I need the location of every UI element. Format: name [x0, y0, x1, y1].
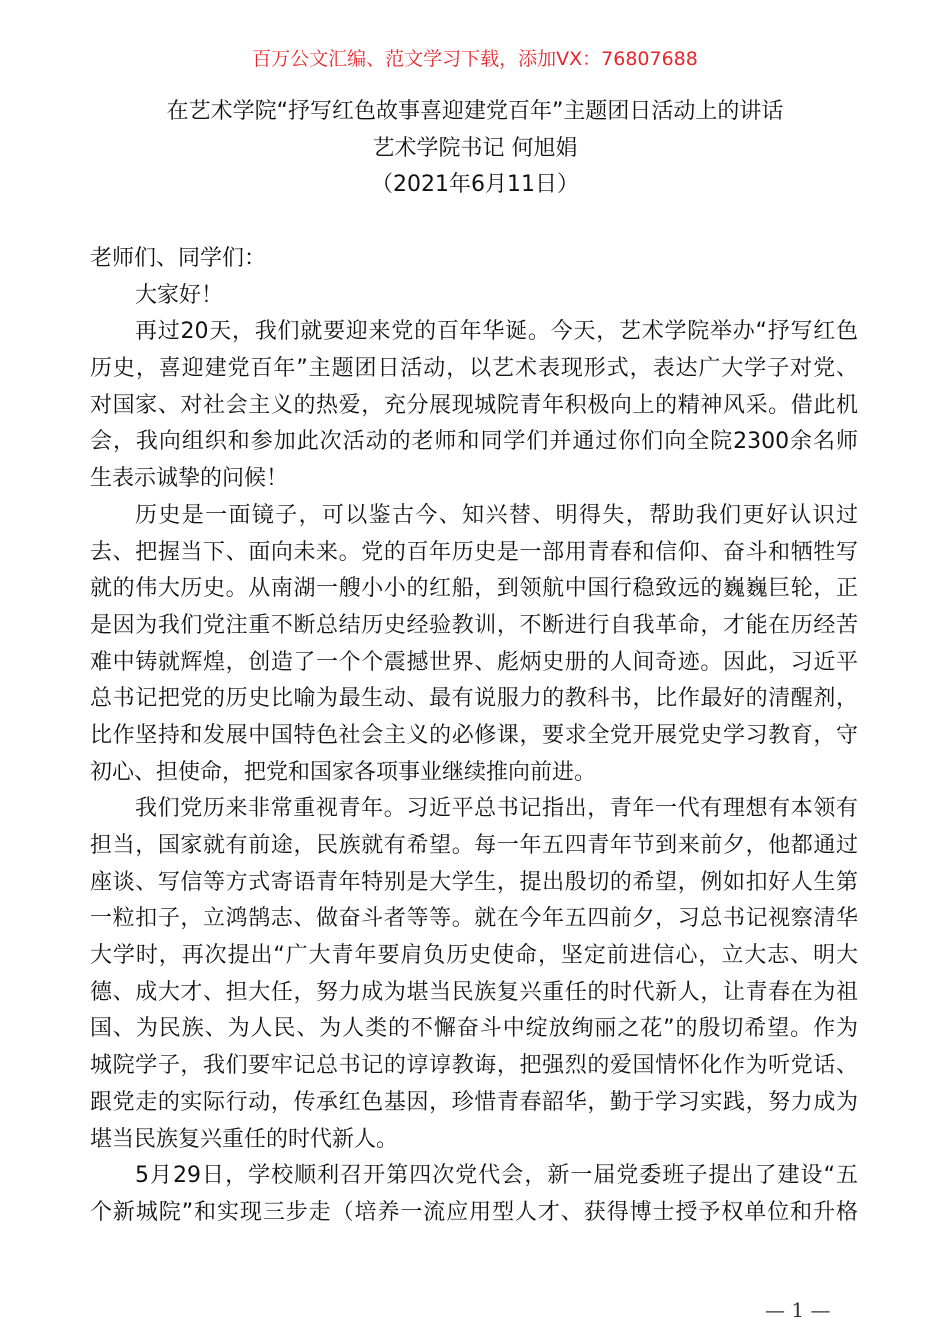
paragraph-line: 会，我向组织和参加此次活动的老师和同学们并通过你们向全院2300余名师 [90, 429, 858, 455]
paragraph-line: 城院学子，我们要牢记总书记的谆谆教诲，把强烈的爱国情怀化作为听党话、 [90, 1053, 858, 1079]
paragraph-line: 再过20天，我们就要迎来党的百年华诞。今天，艺术学院举办“抒写红色 [135, 319, 858, 345]
paragraph-line: 就的伟大历史。从南湖一艘小小的红船，到领航中国行稳致远的巍巍巨轮，正 [90, 576, 858, 602]
paragraph-line: 担当，国家就有前途，民族就有希望。每一年五四青年节到来前夕，他都通过 [90, 833, 858, 858]
paragraph-line: 是因为我们党注重不断总结历史经验教训，不断进行自我革命，才能在历经苦 [90, 612, 858, 638]
paragraph-line: 大学时，再次提出“广大青年要肩负历史使命，坚定前进信心，立大志、明大 [90, 943, 858, 969]
paragraph-line: 个新城院”和实现三步走（培养一流应用型人才、获得博士授予权单位和升格 [90, 1199, 858, 1225]
paragraph-line: 德、成大才、担大任，努力成为堪当民族复兴重任的时代新人，让青春在为祖 [90, 979, 858, 1005]
paragraph-line: 初心、担使命，把党和国家各项事业继续推向前进。 [90, 759, 597, 785]
paragraph-line: 历史是一面镜子，可以鉴古今、知兴替、明得失，帮助我们更好认识过 [135, 502, 858, 528]
paragraph-line: 国、为民族、为人民、为人类的不懈奋斗中绽放绚丽之花”的殷切希望。作为 [90, 1016, 858, 1042]
paragraph-line: 我们党历来非常重视青年。习近平总书记指出，青年一代有理想有本领有 [135, 796, 858, 822]
paragraph-line: 去、把握当下、面向未来。党的百年历史是一部用青春和信仰、奋斗和牺牲写 [90, 539, 858, 565]
paragraph-line: 难中铸就辉煌，创造了一个个震撼世界、彪炳史册的人间奇迹。因此，习近平 [90, 649, 858, 675]
paragraph-line: 比作坚持和发展中国特色社会主义的必修课，要求全党开展党史学习教育，守 [90, 722, 858, 748]
document-title: 在艺术学院“抒写红色故事喜迎建党百年”主题团日活动上的讲话 [166, 99, 784, 124]
salutation: 老师们、同学们： [90, 246, 267, 271]
paragraph-line: 5月29日，学校顺利召开第四次党代会，新一届党委班子提出了建设“五 [135, 1163, 858, 1189]
paragraph-line: 一粒扣子，立鸿鹄志、做奋斗者等等。就在今年五四前夕，习总书记视察清华 [90, 906, 858, 932]
date-line: （2021年6月11日） [371, 172, 579, 197]
paragraph-line: 大家好！ [135, 282, 224, 308]
paragraph-line: 跟党走的实际行动，传承红色基因，珍惜青春韶华，勤于学习实践，努力成为 [90, 1089, 858, 1115]
paragraph-line: 对国家、对社会主义的热爱，充分展现城院青年积极向上的精神风采。借此机 [90, 392, 858, 418]
page-number: — 1 — [765, 1298, 831, 1322]
paragraph-line: 堪当民族复兴重任的时代新人。 [90, 1126, 399, 1152]
watermark-banner: 百万公文汇编、范文学习下载，添加VX：76807688 [252, 48, 698, 70]
paragraph-line: 生表示诚挚的问候！ [90, 466, 289, 492]
paragraph-line: 总书记把党的历史比喻为最生动、最有说服力的教科书，比作最好的清醒剂， [90, 686, 858, 712]
author-line: 艺术学院书记 何旭娟 [372, 136, 578, 161]
paragraph-line: 历史，喜迎建党百年”主题团日活动，以艺术表现形式，表达广大学子对党、 [90, 356, 858, 382]
document-body [90, 241, 858, 1232]
paragraph-line: 座谈、写信等方式寄语青年特别是大学生，提出殷切的希望，例如扣好人生第 [90, 869, 858, 895]
